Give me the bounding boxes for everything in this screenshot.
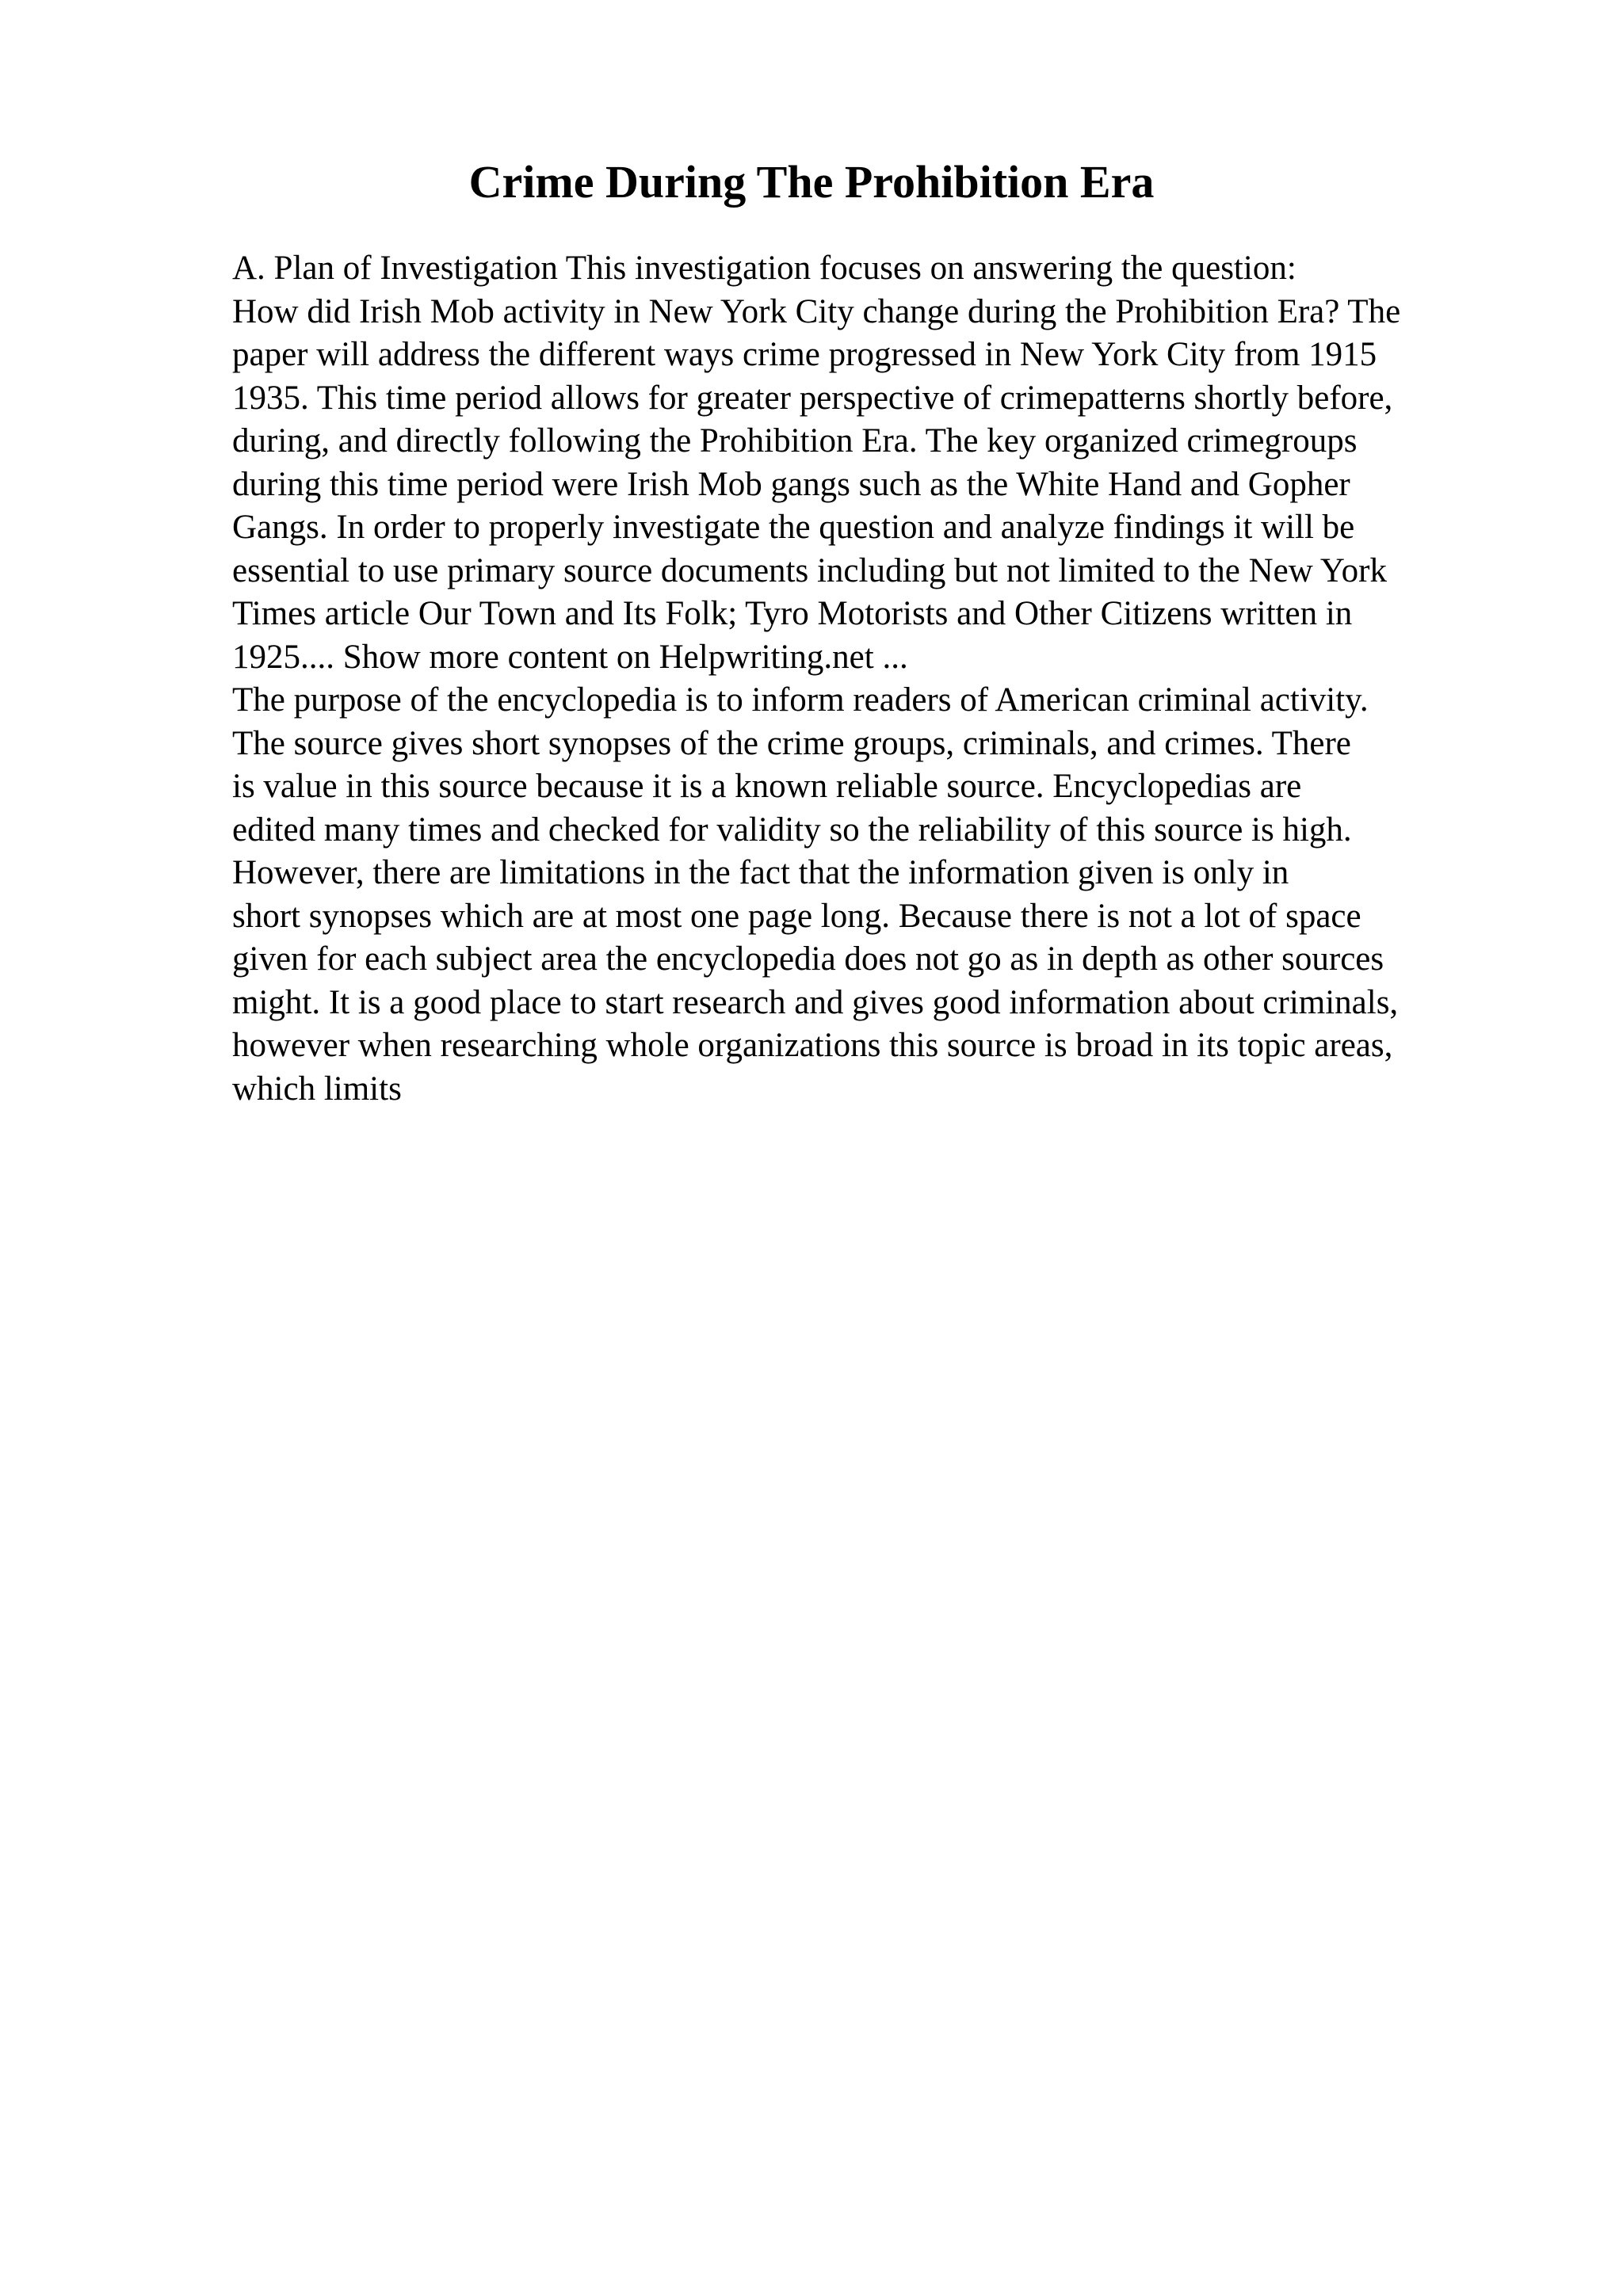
text-line: is value in this source because it is a known reliable source. Encyclopedias are bbox=[232, 768, 1302, 805]
text-line: might. It is a good place to start research and gives good information about criminals, bbox=[232, 983, 1399, 1021]
text-line: during, and directly following the Prohibition Era. The key organized crimegroups bbox=[232, 422, 1358, 460]
text-line: The purpose of the encyclopedia is to inform readers of American criminal activity. bbox=[232, 681, 1369, 719]
text-line: paper will address the different ways crime progressed in New York City from 1915 bbox=[232, 336, 1377, 373]
text-line: Times article Our Town and Its Folk; Tyro Motorists and Other Citizens written in bbox=[232, 595, 1353, 632]
text-line: during this time period were Irish Mob gangs such as the White Hand and Gopher bbox=[232, 465, 1350, 503]
text-line: given for each subject area the encyclopedia does not go as in depth as other sources bbox=[232, 940, 1384, 978]
text-line: However, there are limitations in the fact that the information given is only in bbox=[232, 854, 1289, 891]
text-line: 1935. This time period allows for greater perspective of crimepatterns shortly before, bbox=[232, 379, 1393, 417]
page-title: Crime During The Prohibition Era bbox=[468, 156, 1155, 208]
text-line: Gangs. In order to properly investigate the question and analyze findings it will be bbox=[232, 509, 1355, 546]
text-line: The source gives short synopses of the crime groups, criminals, and crimes. There bbox=[232, 724, 1351, 762]
text-line: which limits bbox=[232, 1070, 402, 1108]
text-line: essential to use primary source documents including but not limited to the New York bbox=[232, 551, 1388, 589]
text-line: short synopses which are at most one page long. Because there is not a lot of space bbox=[232, 897, 1361, 935]
text-line: however when researching whole organizations this source is broad in its topic areas, bbox=[232, 1027, 1393, 1064]
text-line: edited many times and checked for validity so the reliability of this source is high. bbox=[232, 810, 1352, 849]
text-line: How did Irish Mob activity in New York City change during the Prohibition Era? The bbox=[232, 292, 1401, 330]
text-line: 1925.... Show more content on Helpwriting.net ... bbox=[232, 638, 908, 676]
body-text bbox=[232, 247, 1532, 1111]
text-line: A. Plan of Investigation This investigation focuses on answering the question: bbox=[232, 250, 1296, 287]
